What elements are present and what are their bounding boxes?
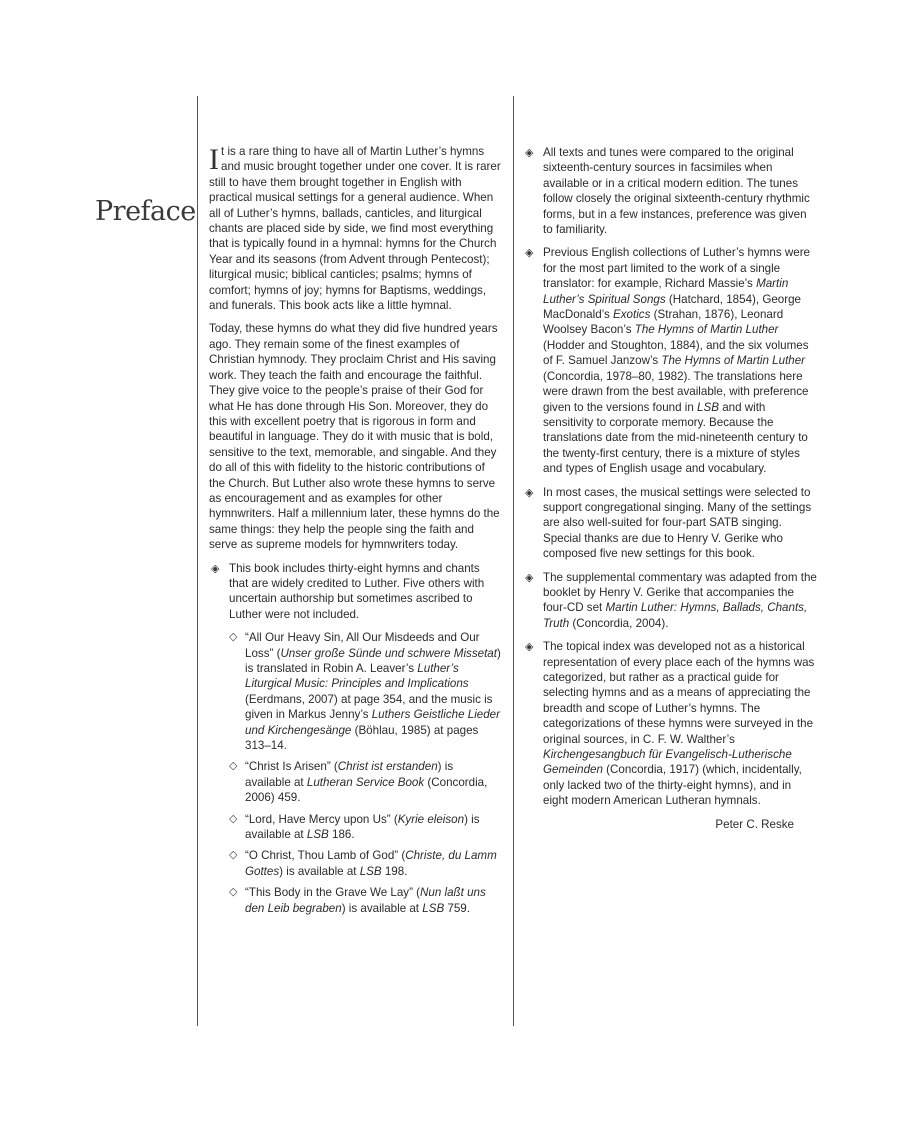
- list-item: [523, 245, 818, 476]
- intro-text: t is a rare thing to have all of Martin Luther’s hymns and music brought together under one cover. It is rarer still to have them brought together in English with practical musical settings for a general audience. When all of Luther’s hymns, ballads, canticles, and liturgical chants are placed side by side, we find most everything that is typically found in a hymnal: hymns for the Church Year and its seasons (from Advent through Pentecost); liturgical music; biblical canticles; psalms; hymns of comfort; hymns of joy; hymns for Baptisms, weddings, and funerals. This book acts like a little hymnal.: [209, 145, 501, 313]
- sub-list-item: [209, 630, 501, 753]
- sub1-text: ) is translated in Robin A. Leaver’s: [245, 646, 501, 675]
- sub2-text: (Concordia, 2006) 459.: [245, 775, 488, 805]
- r2-book: Exotics: [613, 308, 651, 322]
- hollow-diamond-icon: ◇: [229, 812, 238, 825]
- r2-text: Previous English collections of Luther’s hymns were for the most part limited to the work of a single translator: for example, Richard Massie’s: [543, 246, 811, 291]
- drop-cap: I: [209, 143, 219, 176]
- sub1-text: (Eerdmans, 2007) at page 354, and the music is given in Markus Jenny’s: [245, 692, 493, 722]
- sub1-book: Luther’s Liturgical Music: Principles and Implications: [245, 662, 469, 691]
- sub4-text: 198.: [381, 864, 408, 878]
- sub2-book: Lutheran Service Book: [306, 775, 425, 789]
- r1-text: All texts and tunes were compared to the original sixteenth-century sources in facsimiles when available or in a critical modern edition. The tunes follow closely the original sixteenth-century rhythmic forms, but in a few instances, preference was given to familiarity.: [543, 146, 810, 237]
- r2-book: Martin Luther’s Spiritual Songs: [543, 277, 789, 306]
- sub5-book: LSB: [422, 901, 445, 915]
- r4-text: The supplemental commentary was adapted from the booklet by Henry V. Gerike that accompanies the four-CD set: [543, 570, 817, 615]
- list-item: [523, 639, 818, 808]
- paragraph-2: Today, these hymns do what they did five hundred years ago. They remain some of the finest examples of Christian hymnody. They proclaim Christ and His saving work. They teach the faith and encourage the faithful. They give voice to the people’s praise of their God for what He has done through His Son. Moreover, they do this with excellent poetry that is rigorous in form and beautiful in language. They do it with music that is bold, sensitive to the text, memorable, and singable. And they do all of this with fidelity to the historic contributions of the Church. But Luther also wrote these hymns to serve as encouragement and as examples for other hymnwriters. Half a millennium later, these hymns do the same things: they help the people sing the faith and serve as supreme models for hymnwriters today.: [209, 322, 500, 552]
- sub4-book: LSB: [359, 864, 382, 878]
- r5-text: The topical index was developed not as a historical representation of every place each of the hymns was categorized, but rather as a practical guide for selecting hymns and as a means of appreciating the breadth and scope of Luther’s hymns. The categorizations of these hymns were surveyed in the original sources, in C. F. W. Walther’s: [543, 640, 815, 746]
- list-item: [523, 485, 818, 562]
- sub1-text: “All Our Heavy Sin, All Our Misdeeds and Our Loss” (: [245, 631, 480, 660]
- sub5-title: Nun laßt uns den Leib begraben: [245, 886, 486, 915]
- column-divider: [513, 96, 514, 1026]
- sub4-title: Christe, du Lamm Gottes: [245, 849, 497, 878]
- page-title: Preface: [95, 196, 196, 227]
- r2-book: LSB: [697, 400, 719, 414]
- r2-text: (Hodder and Stoughton, 1884), and the six volumes of F. Samuel Janzow’s: [543, 338, 809, 368]
- left-divider: [197, 96, 198, 1026]
- sub3-text: 186.: [328, 828, 355, 842]
- sub3-text: ) is available at: [245, 812, 480, 842]
- r2-book: The Hymns of Martin Luther: [661, 354, 806, 368]
- sub-list-item: [209, 885, 501, 916]
- r4-book: Martin Luther: Hymns, Ballads, Chants, Truth: [543, 601, 808, 630]
- sub4-text: “O Christ, Thou Lamb of God” (: [245, 849, 406, 863]
- sub2-text: ) is available at: [245, 760, 454, 789]
- filled-diamond-icon: ◈: [525, 641, 534, 654]
- sub-list-item: [209, 812, 501, 843]
- hollow-diamond-icon: ◇: [229, 760, 238, 773]
- list-item: [209, 561, 501, 623]
- sub-list-item: [209, 759, 501, 805]
- r2-text: (Strahan, 1876), Leonard Woolsey Bacon’s: [543, 308, 784, 337]
- sub3-book: LSB: [306, 828, 329, 842]
- r4-text: (Concordia, 2004).: [569, 616, 669, 630]
- sub2-title: Christ ist erstanden: [337, 760, 438, 774]
- list-item: [523, 570, 818, 632]
- r5-text: (Concordia, 1917) (which, incidentally, only lacked two of the thirty-eight hymns), and in eight modern American Lutheran hymnals.: [543, 763, 802, 808]
- sub1-title: Unser große Sünde und schwere Missetat: [280, 646, 497, 660]
- sub4-text: ) is available at: [279, 864, 360, 878]
- filled-diamond-icon: ◈: [525, 571, 534, 584]
- sub1-book: Luthers Geistliche Lieder und Kirchengesänge: [245, 708, 500, 737]
- hollow-diamond-icon: ◇: [229, 631, 238, 644]
- sub3-text: “Lord, Have Mercy upon Us” (: [245, 812, 398, 826]
- sub5-text: “This Body in the Grave We Lay” (: [245, 886, 421, 900]
- sub1-text: (Böhlau, 1985) at pages 313–14.: [245, 723, 479, 753]
- filled-diamond-icon: ◈: [211, 562, 220, 575]
- intro-paragraph: [209, 132, 501, 313]
- signature: Peter C. Reske: [715, 817, 794, 831]
- sub5-text: 759.: [444, 901, 470, 915]
- r3-text: In most cases, the musical settings were selected to support congregational singing. Many of the settings are also well-suited for four-part SATB singing. Special thanks are due to Henry V. Gerike who composed five new settings for this book.: [543, 485, 812, 561]
- filled-diamond-icon: ◈: [525, 486, 534, 499]
- bullet-text: This book includes thirty-eight hymns and chants that are widely credited to Luther. Five others with uncertain authorship but sometimes ascribed to Luther were not included.: [229, 561, 485, 621]
- hollow-diamond-icon: ◇: [229, 849, 238, 862]
- sub3-title: Kyrie eleison: [397, 812, 465, 826]
- filled-diamond-icon: ◈: [525, 247, 534, 260]
- sub5-text: ) is available at: [341, 901, 423, 915]
- sub-list-item: [209, 848, 501, 879]
- list-item: [523, 145, 818, 237]
- left-column: [209, 132, 501, 922]
- r2-text: (Concordia, 1978–80, 1982). The translations here were drawn from the best available, with preference given to the versions found in: [543, 369, 809, 414]
- r5-book: Kirchengesangbuch für Evangelisch-Lutherische Gemeinden: [543, 748, 792, 777]
- sub2-text: “Christ Is Arisen” (: [245, 760, 338, 774]
- right-column: [523, 145, 818, 832]
- r2-text: and with sensitivity to corporate memory. Because the translations date from the mid-nineteenth century to the twenty-first century, there is a mixture of styles and types of English usage and vocabulary.: [543, 400, 808, 476]
- r2-book: The Hymns of Martin Luther: [634, 323, 779, 337]
- r2-text: (Hatchard, 1854), George MacDonald’s: [543, 292, 802, 322]
- hollow-diamond-icon: ◇: [229, 886, 238, 899]
- filled-diamond-icon: ◈: [525, 147, 534, 159]
